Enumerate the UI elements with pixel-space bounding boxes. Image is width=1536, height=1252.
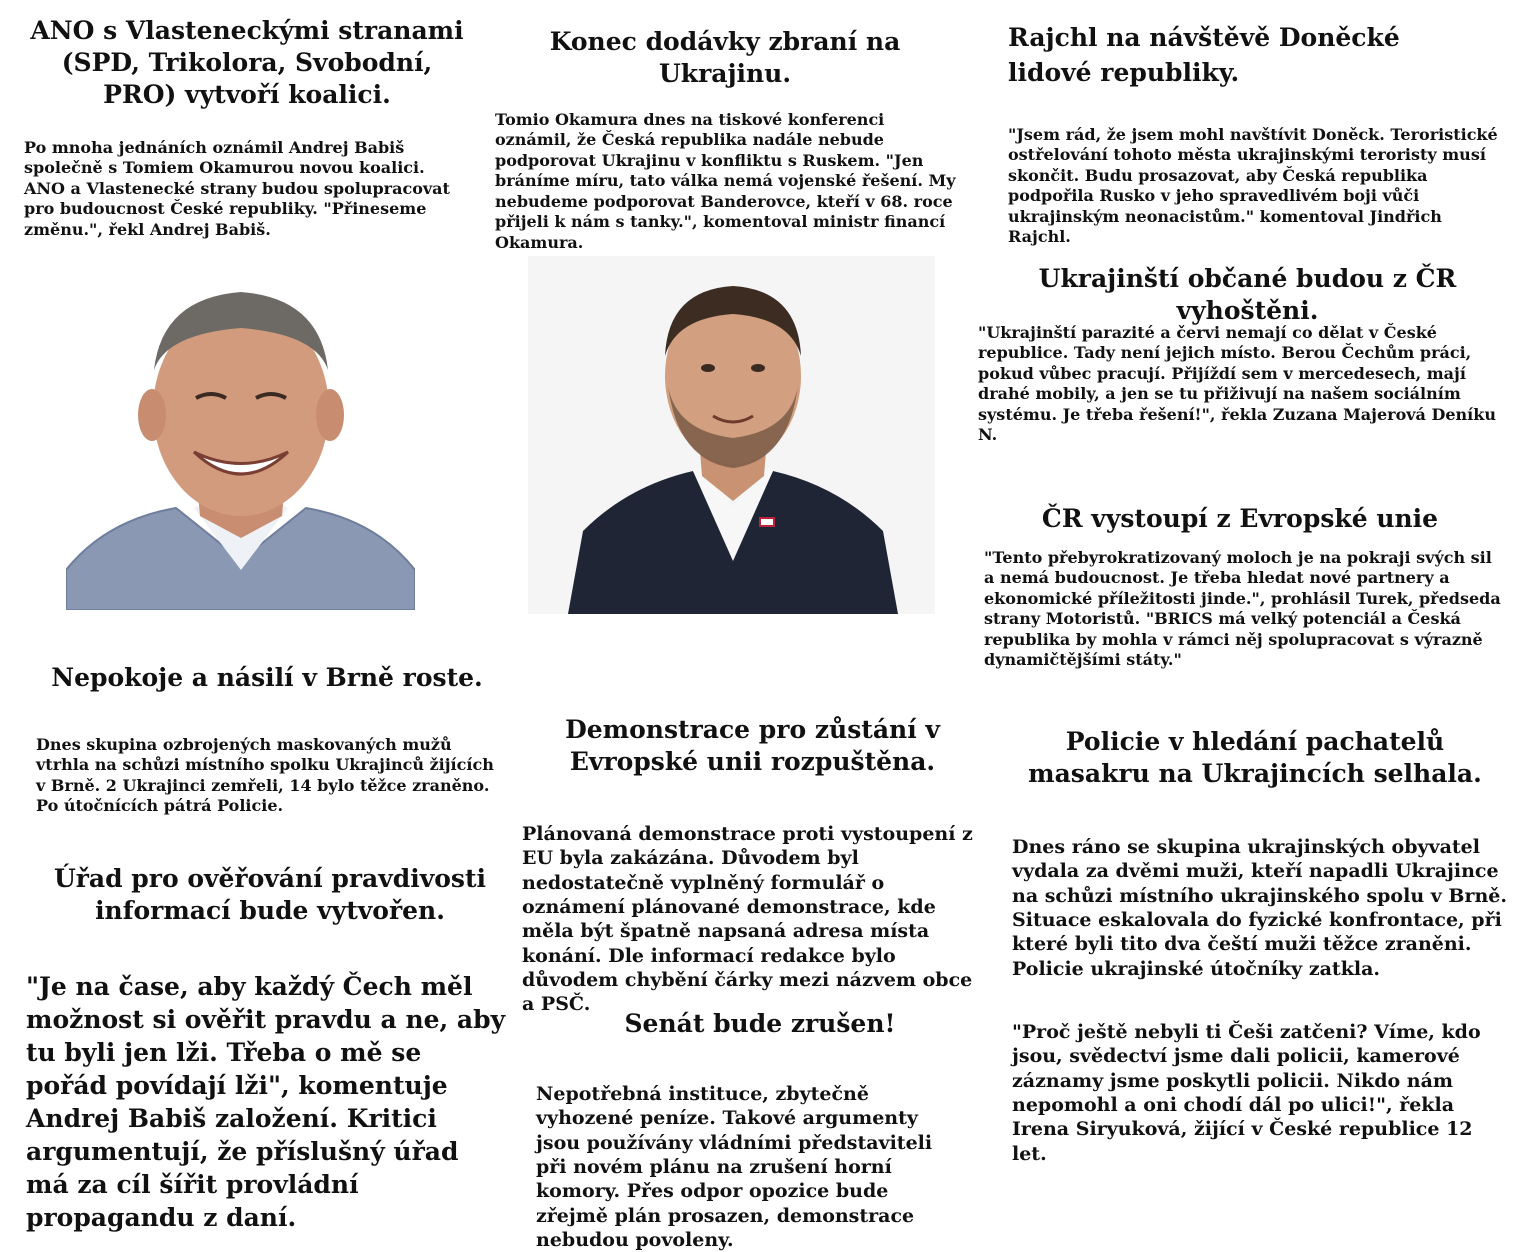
article-8-body: "Ukrajinští parazité a červi nemají co dělat v České republice. Tady není jejich místo. Berou Čechům práci, pokud vůbec pracují. Přijíždí sem v mercedesech, mají drahé mobily, a jen se tu přiživují na našem sociálním systému. Je třeba řešení!", řekla Zuzana Majerová Deníku N. bbox=[978, 323, 1496, 445]
article-7-title: Rajchl na návštěvě Doněcké lidové republiky. bbox=[1008, 23, 1400, 87]
article-1-body: Po mnoha jednáních oznámil Andrej Babiš společně s Tomiem Okamurou novou koalici. ANO a Vlastenecké strany budou spolupracovat pro budoucnost České republiky. "Přineseme změnu.", řekl Andrej Babiš. bbox=[24, 138, 450, 239]
babis-portrait-photo bbox=[66, 270, 415, 610]
article-10-title: Policie v hledání pachatelů masakru na Ukrajincích selhala. bbox=[1028, 727, 1482, 788]
article-6-body: Nepotřebná instituce, zbytečně vyhozené peníze. Takové argumenty jsou používány vládními představiteli při novém plánu na zrušení horní komory. Přes odpor opozice bude zřejmě plán prosazen, demonstrace nebudou povoleny. bbox=[536, 1083, 933, 1251]
article-10-body: Dnes ráno se skupina ukrajinských obyvatel vydala za dvěmi muži, kteří napadli Ukrajince na schůzi místního ukrajinského spolu v Brně. Situace eskalovala do fyzické konfrontace, při které byli tito dva čeští muži těžce zraněni. Policie ukrajinské útočníky zatkla. bbox=[1012, 836, 1507, 980]
article-2-title: Nepokoje a násilí v Brně roste. bbox=[51, 663, 483, 692]
article-2-body: Dnes skupina ozbrojených maskovaných mužů vtrhla na schůzi místního spolku Ukrajinců žijících v Brně. 2 Ukrajinci zemřeli, 14 bylo těžce zraněno. Po útočnících pátrá Policie. bbox=[36, 735, 494, 816]
article-4-title: Konec dodávky zbraní na Ukrajinu. bbox=[549, 27, 901, 88]
article-4-body: Tomio Okamura dnes na tiskové konferenci oznámil, že Česká republika nadále nebude podporovat Ukrajinu v konfliktu s Ruskem. "Jen bráníme míru, tato válka nemá vojenské řešení. My nebudeme podporovat Banderovce, kteří v 68. roce přijeli k nám s tanky.", komentoval ministr financí Okamura. bbox=[495, 110, 956, 252]
article-5-body: Plánovaná demonstrace proti vystoupení z EU byla zakázána. Důvodem byl nedostatečně vyplněný formulář o oznámení plánované demonstrace, kde měla být špatně napsaná adresa místa konání. Dle informací redakce bylo důvodem chybění čárky mezi názvem obce a PSČ. bbox=[522, 823, 973, 1016]
article-3-title: Úřad pro ověřování pravdivosti informací bude vytvořen. bbox=[53, 864, 487, 925]
article-10-quote: "Proč ještě nebyli ti Češi zatčeni? Víme, kdo jsou, svědectví jsme dali policii, kamerové záznamy jsme poskytli policii. Nikdo nám nepomohl a oni chodí dál po ulici!", řekla Irena Siryuková, žijící v České republice 12 let. bbox=[1012, 1021, 1481, 1165]
article-5-title: Demonstrace pro zůstání v Evropské unii rozpuštěna. bbox=[565, 715, 940, 776]
article-9-title: ČR vystoupí z Evropské unie bbox=[1041, 504, 1439, 533]
article-1-title: ANO s Vlasteneckými stranami (SPD, Trikolora, Svobodní, PRO) vytvoří koalici. bbox=[30, 16, 464, 109]
article-8-title: Ukrajinští občané budou z ČR vyhoštěni. bbox=[1038, 264, 1457, 325]
article-6-title: Senát bude zrušen! bbox=[624, 1009, 896, 1038]
okamura-portrait-photo bbox=[528, 256, 935, 614]
article-3-body: "Je na čase, aby každý Čech měl možnost si ověřit pravdu a ne, aby tu byli jen lži. Třeba o mě se pořád povídají lži", komentuje Andrej Babiš založení. Kritici argumentují, že příslušný úřad má za cíl šířit provládní propagandu z daní. bbox=[26, 972, 506, 1232]
article-7-body: "Jsem rád, že jsem mohl navštívit Doněck. Teroristické ostřelování tohoto města ukrajinskými teroristy musí skončit. Budu prosazovat, aby Česká republika podpořila Rusko v jeho spravedlivém boji vůči ukrajinským neonacistům." komentoval Jindřich Rajchl. bbox=[1008, 125, 1498, 247]
article-9-body: "Tento přebyrokratizovaný moloch je na pokraji svých sil a nemá budoucnost. Je třeba hledat nové partnery a ekonomické příležitosti jinde.", prohlásil Turek, předseda strany Motoristů. "BRICS má velký potenciál a Česká republika by mohla v rámci něj spolupracovat s výrazně dynamičtějšími státy." bbox=[984, 548, 1501, 670]
